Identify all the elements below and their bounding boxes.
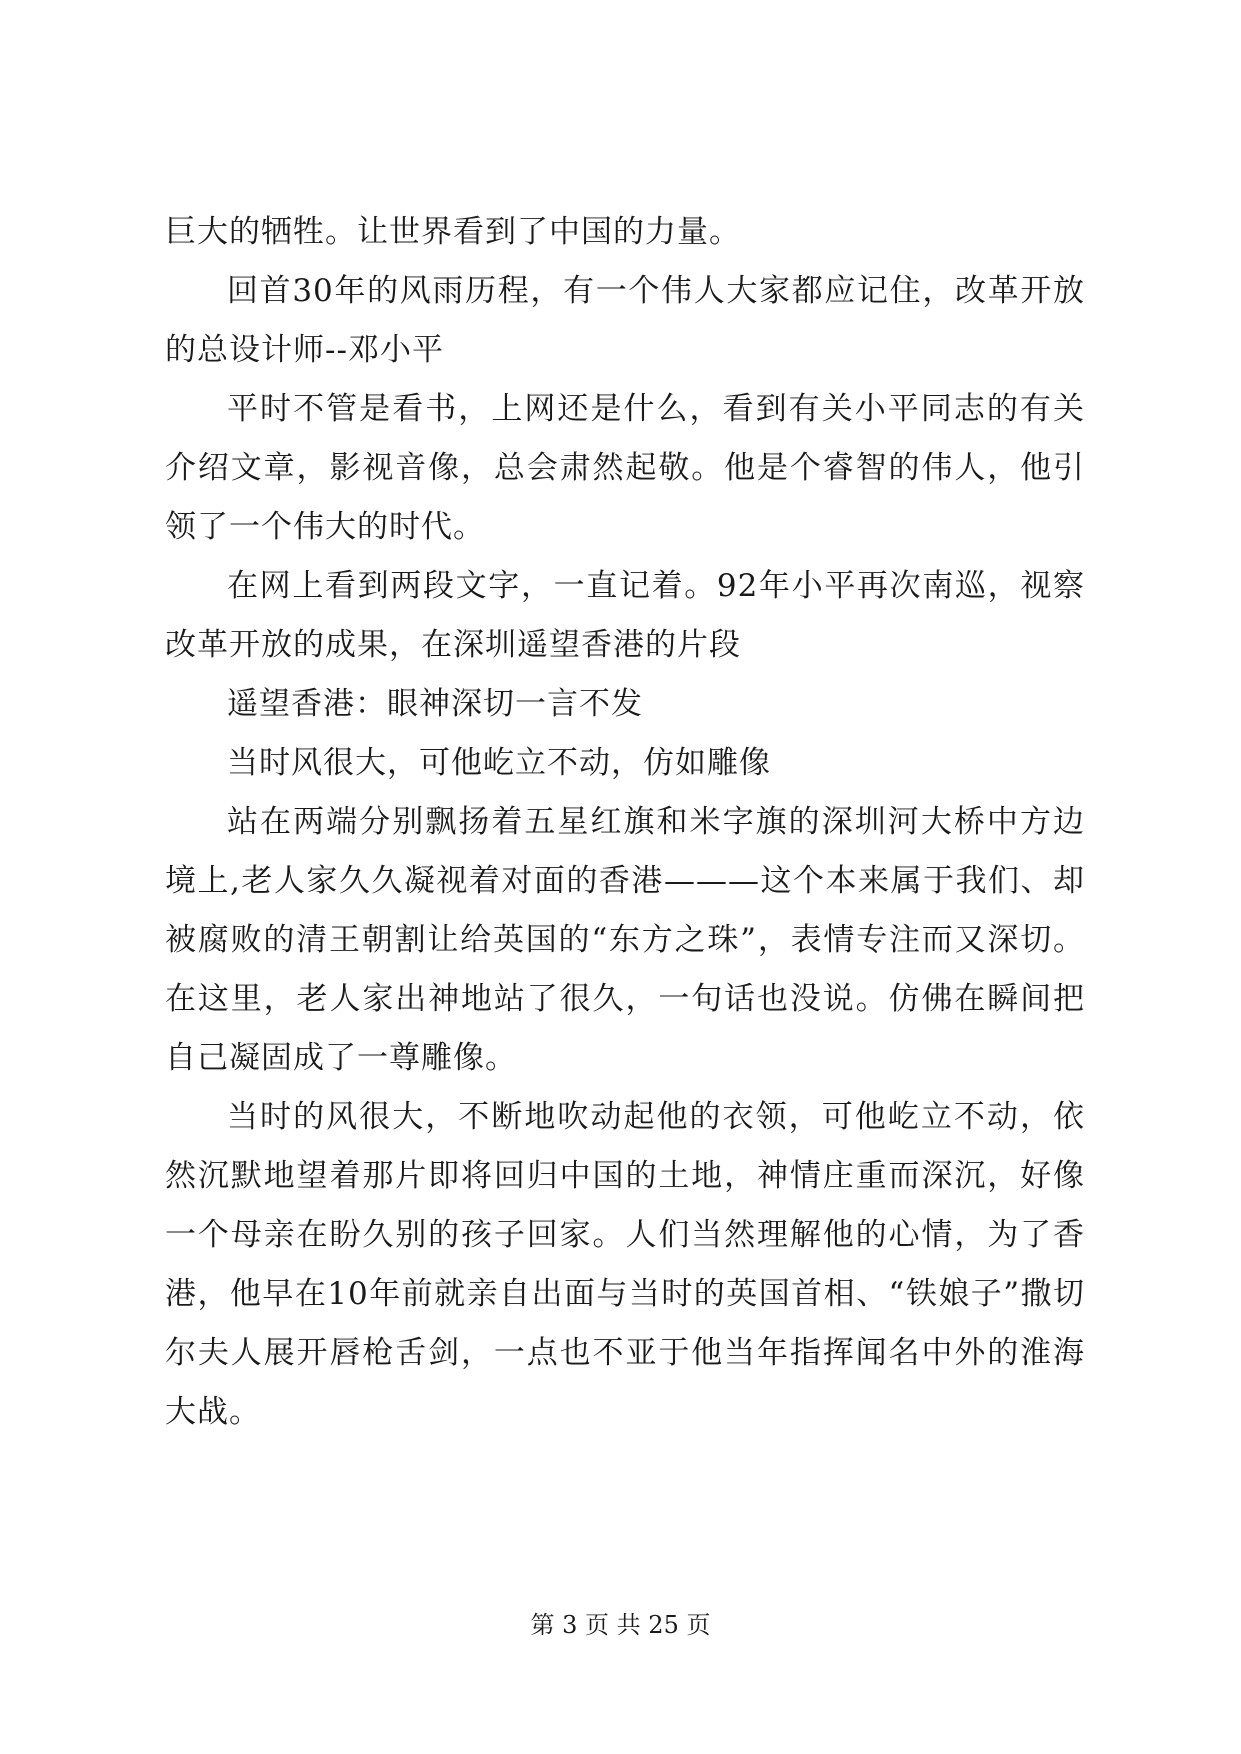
paragraph: 回首30年的风雨历程，有一个伟人大家都应记住，改革开放的总设计师--邓小平: [165, 273, 1085, 368]
paragraph-continuation: 巨大的牺牲。让世界看到了中国的力量。: [165, 214, 741, 250]
document-body: [165, 203, 1085, 1442]
paragraph: 平时不管是看书，上网还是什么，看到有关小平同志的有关介绍文章，影视音像，总会肃然起敬。他是个睿智的伟人，他引领了一个伟大的时代。: [165, 391, 1085, 545]
paragraph: 当时的风很大，不断地吹动起他的衣领，可他屹立不动，依然沉默地望着那片即将回归中国的土地，神情庄重而深沉，好像一个母亲在盼久别的孩子回家。人们当然理解他的心情，为了香港，他早在10年前就亲自出面与当时的英国首相、“铁娘子”撒切尔夫人展开唇枪舌剑，一点也不亚于他当年指挥闻名中外的淮海大战。: [165, 1099, 1085, 1430]
paragraph: 遥望香港：眼神深切一言不发: [227, 686, 643, 722]
page-number-footer: 第 3 页 共 25 页: [530, 1611, 711, 1639]
paragraph: 当时风很大，可他屹立不动，仿如雕像: [227, 745, 771, 781]
paragraph: 在网上看到两段文字，一直记着。92年小平再次南巡，视察改革开放的成果，在深圳遥望香港的片段: [165, 568, 1085, 663]
paragraph: 站在两端分别飘扬着五星红旗和米字旗的深圳河大桥中方边境上,老人家久久凝视着对面的香港———这个本来属于我们、却被腐败的清王朝割让给英国的“东方之珠”，表情专注而又深切。在这里，老人家出神地站了很久，一句话也没说。仿佛在瞬间把自己凝固成了一尊雕像。: [165, 804, 1085, 1076]
